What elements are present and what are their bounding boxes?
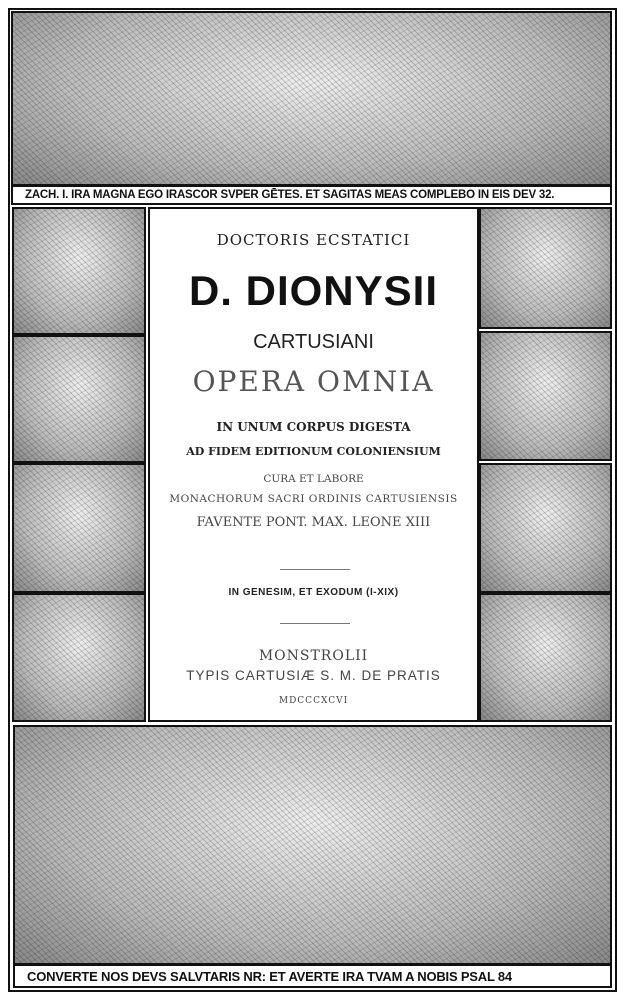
right-illustration-3 bbox=[479, 463, 612, 593]
top-woodcut-illustration bbox=[11, 11, 612, 186]
subtitle-1: IN UNUM CORPUS DIGESTA bbox=[216, 420, 411, 434]
right-illustration-4 bbox=[479, 593, 612, 722]
author-name: D. DIONYSII bbox=[188, 267, 439, 314]
right-illustration-2 bbox=[479, 331, 612, 461]
imprint-place: MONSTROLII bbox=[258, 648, 369, 664]
bottom-caption: CONVERTE NOS DEVS SALVTARIS NR: ET AVERTE IRA TVAM A NOBIS PSAL 84 bbox=[13, 964, 612, 988]
divider-top bbox=[280, 569, 350, 570]
author-order: CARTUSIANI bbox=[253, 331, 374, 353]
left-illustration-4 bbox=[12, 593, 146, 722]
subtitle-2: AD FIDEM EDITIONUM COLONIENSIUM bbox=[186, 445, 441, 458]
left-illustration-2 bbox=[12, 335, 146, 463]
top-caption: ZACH. I. IRA MAGNA EGO IRASCOR SVPER GĒTES. ET SAGITAS MEAS COMPLEBO IN EIS DEV 32. bbox=[11, 185, 612, 205]
imprint-year: MDCCCXCVI bbox=[278, 696, 349, 706]
author-epithet: DOCTORIS ECSTATICI bbox=[216, 231, 411, 249]
title-block bbox=[148, 207, 479, 722]
bottom-woodcut-illustration bbox=[13, 725, 612, 965]
subtitle-4: MONACHORUM SACRI ORDINIS CARTUSIENSIS bbox=[169, 493, 458, 505]
right-illustration-1 bbox=[479, 207, 612, 329]
volume-title: IN GENESIM, ET EXODUM (I-XIX) bbox=[228, 587, 399, 598]
imprint-printer: TYPIS CARTUSIÆ S. M. DE PRATIS bbox=[186, 668, 441, 683]
left-illustration-1 bbox=[12, 207, 146, 335]
work-title: OPERA OMNIA bbox=[192, 365, 435, 398]
subtitle-5: FAVENTE PONT. MAX. LEONE XIII bbox=[196, 515, 431, 530]
divider-bottom bbox=[280, 623, 350, 624]
left-illustration-3 bbox=[12, 463, 146, 593]
subtitle-3: CURA ET LABORE bbox=[263, 473, 364, 485]
